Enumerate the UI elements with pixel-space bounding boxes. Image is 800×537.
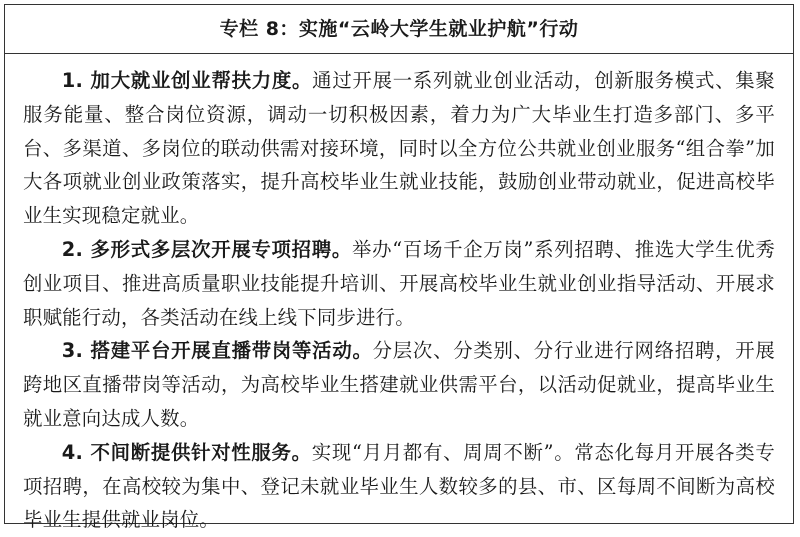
list-item: [23, 233, 775, 334]
item-text: 分层次、分类别、分行业进行网络招聘，开展跨地区直播带岗等活动，为高校毕业生搭建就业供需平台，以活动促就业，提高毕业生就业意向达成人数。: [23, 339, 776, 430]
item-text: 通过开展一系列就业创业活动，创新服务模式、集聚服务能量、整合岗位资源，调动一切积极因素，着力为广大毕业生打造多部门、多平台、多渠道、多岗位的联动供需对接环境，同时以全方位公共就业创业服务“组合拳”加大各项就业创业政策落实，提升高校毕业生就业技能，鼓励创业带动就业，促进高校毕业生实现稳定就业。: [23, 69, 775, 228]
column-body: [5, 54, 793, 537]
list-item: [23, 64, 775, 233]
item-heading: 3. 搭建平台开展直播带岗等活动。: [61, 339, 373, 363]
item-text: 实现“月月都有、周周不断”。常态化每月开展各类专项招聘，在高校较为集中、登记未就业毕业生人数较多的县、市、区每周不间断为高校毕业生提供就业岗位。: [23, 440, 775, 532]
column-title: 专栏 8：实施“云岭大学生就业护航”行动: [5, 5, 793, 54]
item-heading: 2. 多形式多层次开展专项招聘。: [61, 237, 352, 261]
list-item: [23, 334, 775, 435]
item-text: 举办“百场千企万岗”系列招聘、推选大学生优秀创业项目、推进高质量职业技能提升培训、开展高校毕业生就业创业指导活动、开展求职赋能行动，各类活动在线上线下同步进行。: [23, 237, 775, 329]
list-item: [23, 436, 775, 537]
item-heading: 4. 不间断提供针对性服务。: [61, 440, 312, 464]
item-heading: 1. 加大就业创业帮扶力度。: [61, 69, 313, 92]
column-box: [4, 4, 794, 532]
